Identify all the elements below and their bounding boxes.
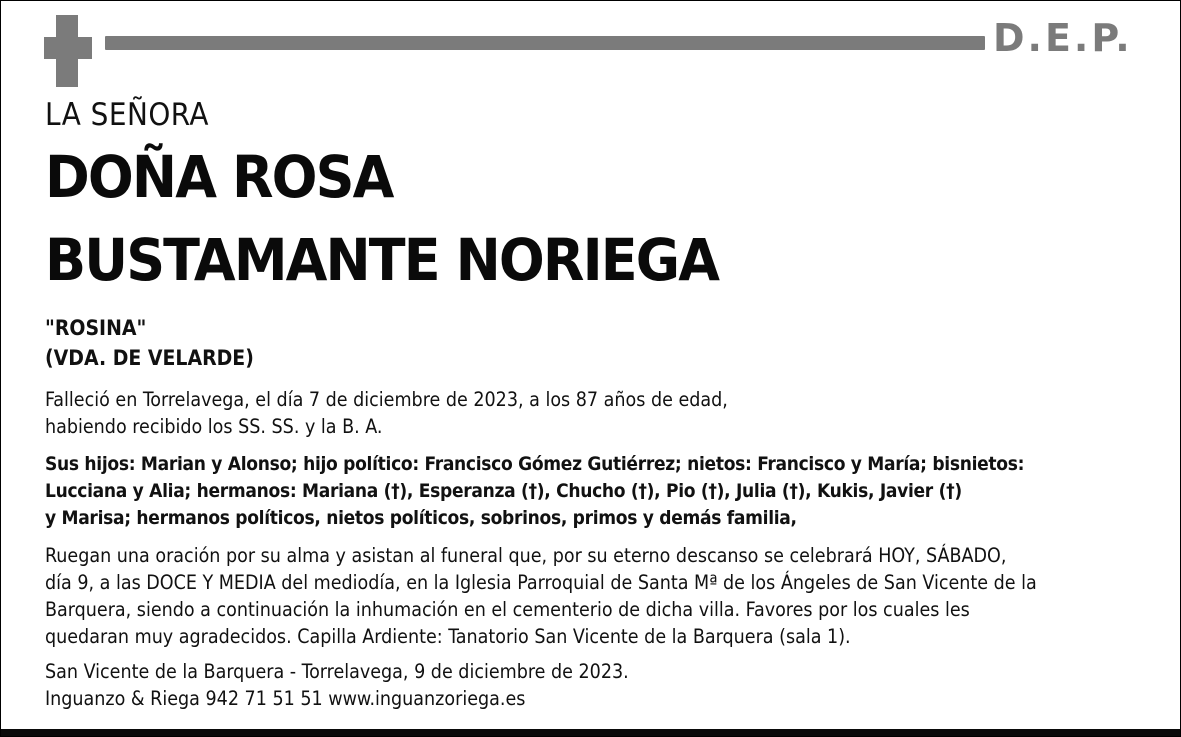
- place-and-date: San Vicente de la Barquera - Torrelavega, 9 de diciembre de 2023.: [45, 660, 629, 683]
- family-list-line: y Marisa; hermanos políticos, nietos políticos, sobrinos, primos y demás familia,: [45, 507, 797, 529]
- dep-label: D.E.P.: [993, 16, 1133, 60]
- family-list-line: Lucciana y Alia; hermanos: Mariana (†), Esperanza (†), Chucho (†), Pio (†), Julia (†), Kukis, Javier (†): [45, 480, 962, 502]
- honorific: LA SEÑORA: [45, 97, 209, 133]
- deceased-name-line-1: DOÑA ROSA: [45, 143, 393, 211]
- funeral-invitation-line: día 9, a las DOCE Y MEDIA del mediodía, en la Iglesia Parroquial de Santa Mª de los Ángeles de San Vicente de la: [45, 571, 1037, 594]
- cross-icon: [44, 15, 92, 87]
- death-details-line: habiendo recibido los SS. SS. y la B. A.: [45, 415, 383, 438]
- family-list: [45, 451, 1165, 532]
- footer: [45, 658, 1165, 712]
- funeral-invitation-line: quedaran muy agradecidos. Capilla Ardiente: Tanatorio San Vicente de la Barquera (sala 1).: [45, 625, 851, 648]
- funeral-invitation-line: Ruegan una oración por su alma y asistan al funeral que, por su eterno descanso se celebrará HOY, SÁBADO,: [45, 544, 1007, 567]
- deceased-name-line-2: BUSTAMANTE NORIEGA: [45, 226, 719, 294]
- bottom-rule: [1, 729, 1180, 736]
- widow-of: (VDA. DE VELARDE): [45, 346, 254, 370]
- funeral-invitation-line: Barquera, siendo a continuación la inhumación en el cementerio de dicha villa. Favores por los cuales les: [45, 598, 970, 621]
- nickname: "ROSINA": [45, 316, 147, 340]
- header-rule: [105, 36, 985, 50]
- death-details: [45, 386, 1165, 440]
- family-list-line: Sus hijos: Marian y Alonso; hijo político: Francisco Gómez Gutiérrez; nietos: Francisco y María; bisnietos:: [45, 453, 1025, 475]
- funeral-home-contact: Inguanzo & Riega 942 71 51 51 www.inguanzoriega.es: [45, 687, 526, 710]
- funeral-invitation: [45, 542, 1165, 650]
- death-details-line: Falleció en Torrelavega, el día 7 de diciembre de 2023, a los 87 años de edad,: [45, 388, 728, 411]
